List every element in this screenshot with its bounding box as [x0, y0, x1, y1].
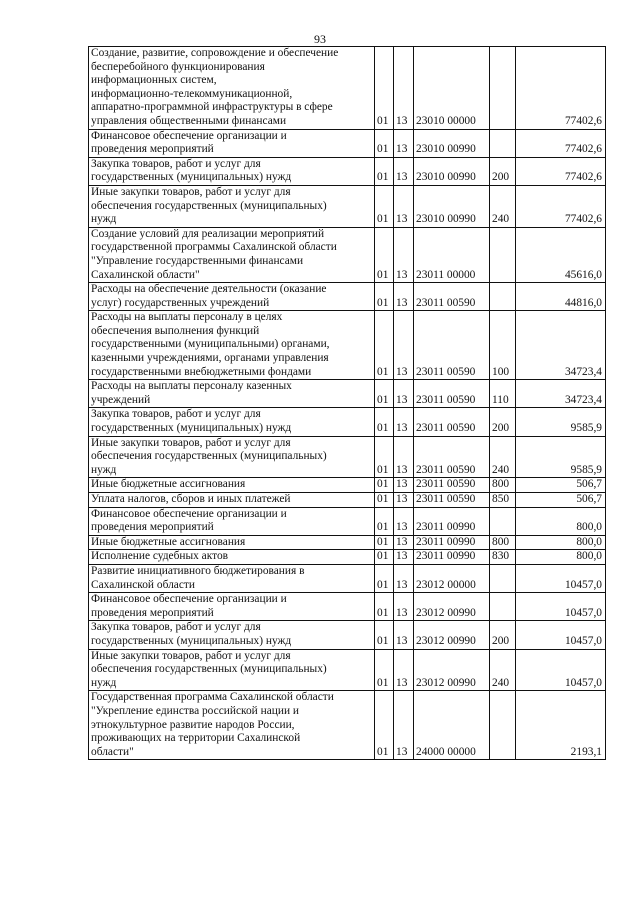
- section-code-cell: 01: [375, 408, 394, 436]
- target-article-cell: 23012 00990: [414, 649, 490, 691]
- expense-name-cell: Создание условий для реализации мероприятий государственной программы Сахалинской области "Управление государственными финансами Сахалинской области": [89, 227, 375, 282]
- section-code-cell: 01: [375, 227, 394, 282]
- section-code-cell: 01: [375, 283, 394, 311]
- subsection-code-cell: 13: [394, 380, 414, 408]
- expense-type-cell: 850: [490, 493, 516, 508]
- subsection-code-cell: 13: [394, 535, 414, 550]
- target-article-cell: 23010 00990: [414, 185, 490, 227]
- expense-type-cell: [490, 227, 516, 282]
- target-article-cell: 23010 00000: [414, 47, 490, 130]
- table-row: [89, 436, 606, 478]
- target-article-cell: 23010 00990: [414, 157, 490, 185]
- target-article-cell: 23011 00590: [414, 408, 490, 436]
- amount-cell: 10457,0: [516, 621, 606, 649]
- section-code-cell: 01: [375, 649, 394, 691]
- table-row: [89, 185, 606, 227]
- subsection-code-cell: 13: [394, 550, 414, 565]
- expense-type-cell: [490, 564, 516, 592]
- section-code-cell: 01: [375, 185, 394, 227]
- table-row: [89, 621, 606, 649]
- amount-cell: 45616,0: [516, 227, 606, 282]
- section-code-cell: 01: [375, 593, 394, 621]
- subsection-code-cell: 13: [394, 283, 414, 311]
- expense-name-cell: Уплата налогов, сборов и иных платежей: [89, 493, 375, 508]
- table-row: [89, 283, 606, 311]
- target-article-cell: 23011 00590: [414, 436, 490, 478]
- subsection-code-cell: 13: [394, 493, 414, 508]
- expense-name-cell: Государственная программа Сахалинской области "Укрепление единства российской нации и этнокультурное развитие народов России, проживающих на территории Сахалинской области": [89, 691, 375, 760]
- table-row: [89, 493, 606, 508]
- subsection-code-cell: 13: [394, 691, 414, 760]
- expense-name-cell: Финансовое обеспечение организации и проведения мероприятий: [89, 593, 375, 621]
- expense-type-cell: 200: [490, 621, 516, 649]
- target-article-cell: 23012 00990: [414, 593, 490, 621]
- expense-name-cell: Закупка товаров, работ и услуг для государственных (муниципальных) нужд: [89, 157, 375, 185]
- amount-cell: 800,0: [516, 535, 606, 550]
- expense-type-cell: [490, 283, 516, 311]
- expense-type-cell: 240: [490, 649, 516, 691]
- expense-type-cell: 110: [490, 380, 516, 408]
- target-article-cell: 23011 00990: [414, 550, 490, 565]
- section-code-cell: 01: [375, 493, 394, 508]
- table-row: [89, 593, 606, 621]
- target-article-cell: 23011 00590: [414, 493, 490, 508]
- amount-cell: 506,7: [516, 493, 606, 508]
- expense-type-cell: 100: [490, 311, 516, 380]
- section-code-cell: 01: [375, 550, 394, 565]
- amount-cell: 77402,6: [516, 185, 606, 227]
- subsection-code-cell: 13: [394, 593, 414, 621]
- expense-name-cell: Финансовое обеспечение организации и проведения мероприятий: [89, 129, 375, 157]
- expense-name-cell: Расходы на выплаты персоналу казенных учреждений: [89, 380, 375, 408]
- target-article-cell: 23011 00990: [414, 535, 490, 550]
- amount-cell: 2193,1: [516, 691, 606, 760]
- table-row: [89, 380, 606, 408]
- page-number: 93: [314, 32, 326, 46]
- expense-name-cell: Исполнение судебных актов: [89, 550, 375, 565]
- target-article-cell: 23012 00000: [414, 564, 490, 592]
- section-code-cell: 01: [375, 691, 394, 760]
- expense-name-cell: Расходы на выплаты персоналу в целях обеспечения выполнения функций государственными (муниципальными) органами, казенными учреждениями, органами управления государственными внебюджетными фондами: [89, 311, 375, 380]
- table-row: [89, 129, 606, 157]
- expense-type-cell: [490, 507, 516, 535]
- expense-type-cell: 800: [490, 535, 516, 550]
- section-code-cell: 01: [375, 436, 394, 478]
- table-row: [89, 47, 606, 130]
- section-code-cell: 01: [375, 564, 394, 592]
- expense-name-cell: Развитие инициативного бюджетирования в Сахалинской области: [89, 564, 375, 592]
- table-row: [89, 227, 606, 282]
- table-row: [89, 157, 606, 185]
- section-code-cell: 01: [375, 621, 394, 649]
- amount-cell: 77402,6: [516, 157, 606, 185]
- amount-cell: 9585,9: [516, 408, 606, 436]
- amount-cell: 10457,0: [516, 593, 606, 621]
- amount-cell: 9585,9: [516, 436, 606, 478]
- subsection-code-cell: 13: [394, 227, 414, 282]
- table-row: [89, 535, 606, 550]
- table-row: [89, 649, 606, 691]
- subsection-code-cell: 13: [394, 649, 414, 691]
- expense-name-cell: Иные закупки товаров, работ и услуг для обеспечения государственных (муниципальных) нужд: [89, 649, 375, 691]
- subsection-code-cell: 13: [394, 311, 414, 380]
- target-article-cell: 23011 00000: [414, 227, 490, 282]
- expense-type-cell: 200: [490, 157, 516, 185]
- subsection-code-cell: 13: [394, 478, 414, 493]
- amount-cell: 800,0: [516, 550, 606, 565]
- expense-type-cell: [490, 593, 516, 621]
- section-code-cell: 01: [375, 311, 394, 380]
- target-article-cell: 23011 00590: [414, 283, 490, 311]
- amount-cell: 10457,0: [516, 564, 606, 592]
- expense-name-cell: Финансовое обеспечение организации и проведения мероприятий: [89, 507, 375, 535]
- expense-type-cell: 800: [490, 478, 516, 493]
- expense-name-cell: Закупка товаров, работ и услуг для государственных (муниципальных) нужд: [89, 621, 375, 649]
- section-code-cell: 01: [375, 129, 394, 157]
- amount-cell: 34723,4: [516, 380, 606, 408]
- amount-cell: 34723,4: [516, 311, 606, 380]
- table-row: [89, 564, 606, 592]
- table-row: [89, 311, 606, 380]
- section-code-cell: 01: [375, 535, 394, 550]
- subsection-code-cell: 13: [394, 157, 414, 185]
- expense-type-cell: [490, 47, 516, 130]
- section-code-cell: 01: [375, 47, 394, 130]
- table-row: [89, 691, 606, 760]
- expense-name-cell: Иные закупки товаров, работ и услуг для обеспечения государственных (муниципальных) нужд: [89, 185, 375, 227]
- target-article-cell: 23010 00990: [414, 129, 490, 157]
- amount-cell: 77402,6: [516, 47, 606, 130]
- subsection-code-cell: 13: [394, 507, 414, 535]
- expense-type-cell: 240: [490, 436, 516, 478]
- target-article-cell: 23011 00990: [414, 507, 490, 535]
- amount-cell: 77402,6: [516, 129, 606, 157]
- expense-name-cell: Иные бюджетные ассигнования: [89, 478, 375, 493]
- target-article-cell: 23011 00590: [414, 478, 490, 493]
- table-row: [89, 507, 606, 535]
- target-article-cell: 23011 00590: [414, 311, 490, 380]
- subsection-code-cell: 13: [394, 408, 414, 436]
- subsection-code-cell: 13: [394, 436, 414, 478]
- expense-type-cell: 240: [490, 185, 516, 227]
- amount-cell: 10457,0: [516, 649, 606, 691]
- table-row: [89, 408, 606, 436]
- section-code-cell: 01: [375, 380, 394, 408]
- budget-table: [88, 46, 606, 760]
- target-article-cell: 23012 00990: [414, 621, 490, 649]
- expense-name-cell: Расходы на обеспечение деятельности (оказание услуг) государственных учреждений: [89, 283, 375, 311]
- target-article-cell: 23011 00590: [414, 380, 490, 408]
- subsection-code-cell: 13: [394, 621, 414, 649]
- expense-type-cell: [490, 691, 516, 760]
- subsection-code-cell: 13: [394, 185, 414, 227]
- section-code-cell: 01: [375, 157, 394, 185]
- section-code-cell: 01: [375, 507, 394, 535]
- section-code-cell: 01: [375, 478, 394, 493]
- table-row: [89, 478, 606, 493]
- expense-name-cell: Закупка товаров, работ и услуг для государственных (муниципальных) нужд: [89, 408, 375, 436]
- subsection-code-cell: 13: [394, 564, 414, 592]
- table-row: [89, 550, 606, 565]
- subsection-code-cell: 13: [394, 129, 414, 157]
- target-article-cell: 24000 00000: [414, 691, 490, 760]
- expense-type-cell: 200: [490, 408, 516, 436]
- expense-name-cell: Создание, развитие, сопровождение и обеспечение бесперебойного функционирования информационных систем, информационно-телекоммуникационной, аппаратно-программной инфраструктуры в сфере управления общественными финансами: [89, 47, 375, 130]
- budget-table-body: [89, 47, 606, 760]
- amount-cell: 44816,0: [516, 283, 606, 311]
- amount-cell: 800,0: [516, 507, 606, 535]
- amount-cell: 506,7: [516, 478, 606, 493]
- subsection-code-cell: 13: [394, 47, 414, 130]
- expense-type-cell: 830: [490, 550, 516, 565]
- expense-name-cell: Иные закупки товаров, работ и услуг для обеспечения государственных (муниципальных) нужд: [89, 436, 375, 478]
- expense-type-cell: [490, 129, 516, 157]
- expense-name-cell: Иные бюджетные ассигнования: [89, 535, 375, 550]
